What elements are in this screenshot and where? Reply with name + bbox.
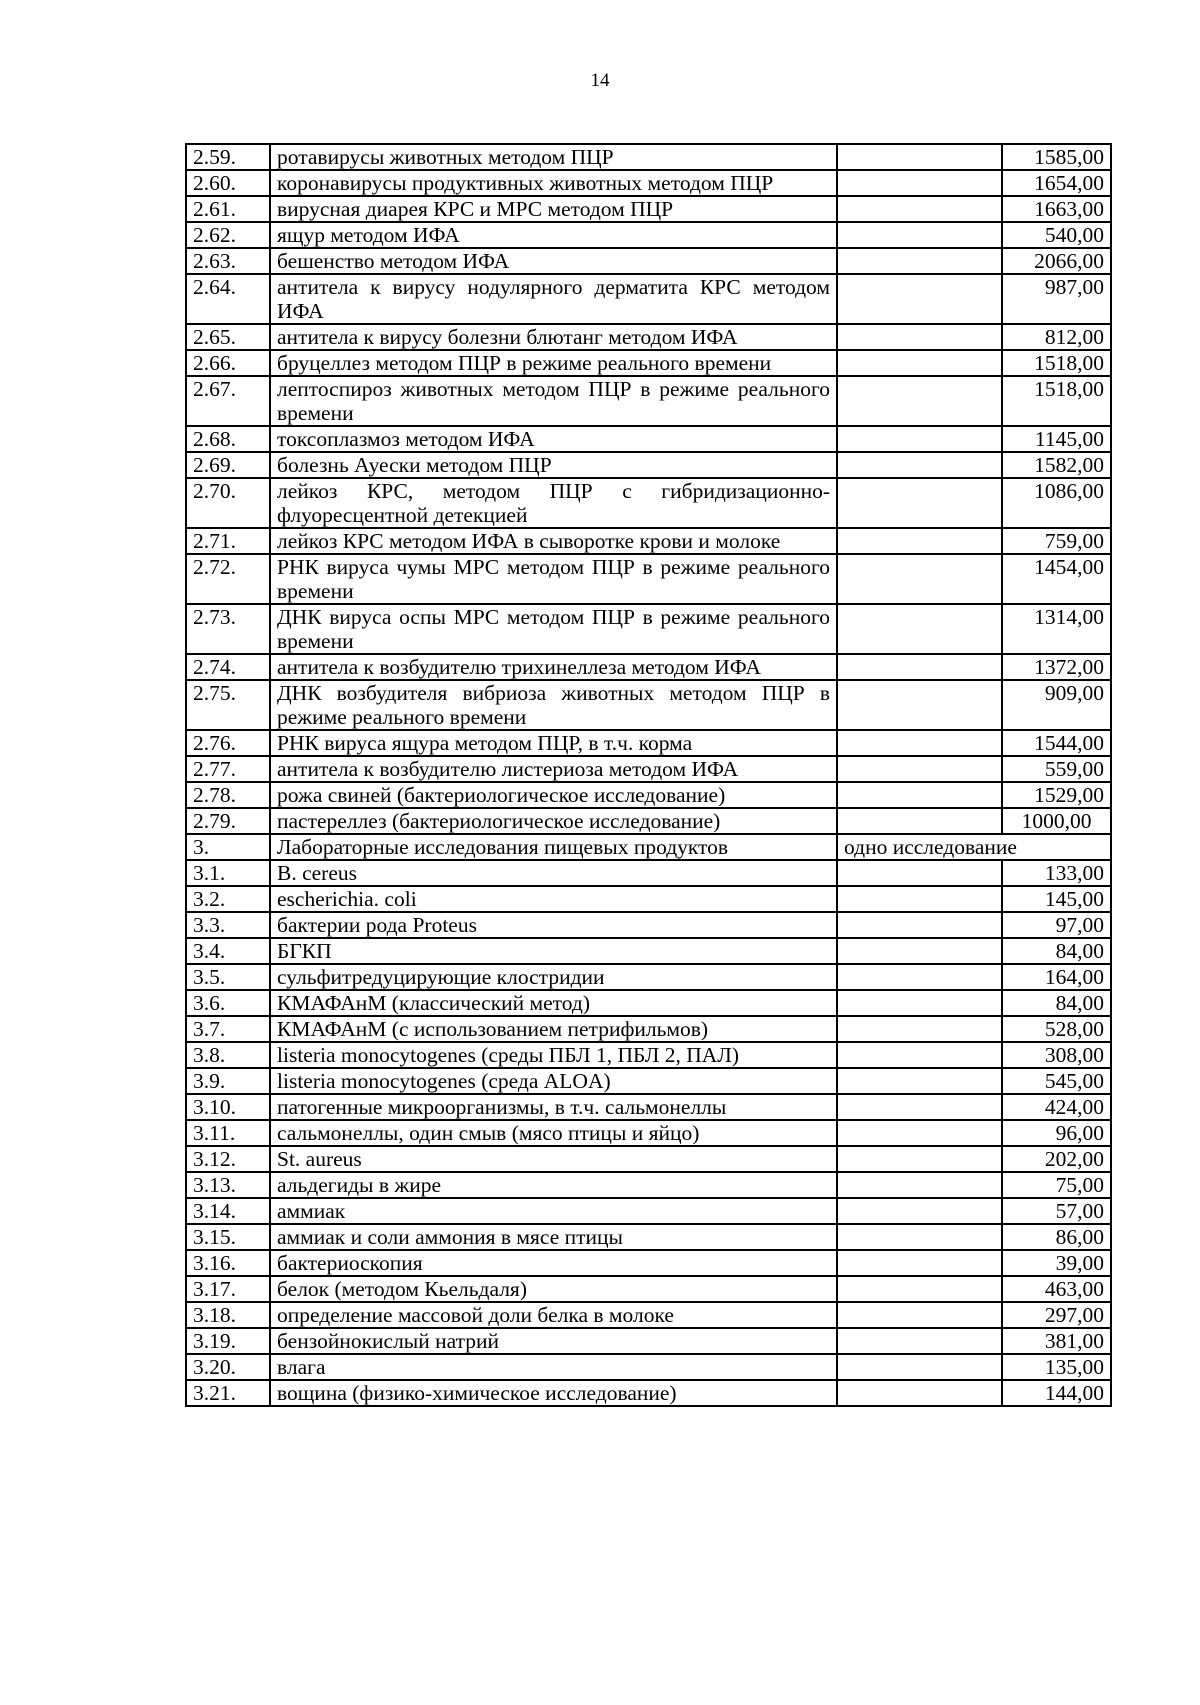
row-unit	[837, 196, 1002, 222]
row-price: 84,00	[1002, 990, 1111, 1016]
row-name: лептоспироз животных методом ПЦР в режиме реального времени	[270, 376, 837, 426]
row-number: 3.13.	[186, 1172, 270, 1198]
table-row	[186, 912, 1111, 938]
row-name: ДНК вируса оспы МРС методом ПЦР в режиме реального времени	[270, 604, 837, 654]
table-row	[186, 196, 1111, 222]
row-price: 1314,00	[1002, 604, 1111, 654]
row-unit	[837, 1042, 1002, 1068]
row-unit	[837, 782, 1002, 808]
row-price: 1654,00	[1002, 170, 1111, 196]
row-price: 164,00	[1002, 964, 1111, 990]
row-price: 96,00	[1002, 1120, 1111, 1146]
row-number: 3.3.	[186, 912, 270, 938]
row-number: 3.8.	[186, 1042, 270, 1068]
table-row	[186, 730, 1111, 756]
row-price: 57,00	[1002, 1198, 1111, 1224]
row-price: 1663,00	[1002, 196, 1111, 222]
row-unit	[837, 1276, 1002, 1302]
table-row	[186, 654, 1111, 680]
table-row	[186, 478, 1111, 528]
table-row	[186, 1068, 1111, 1094]
row-unit	[837, 478, 1002, 528]
table-row	[186, 248, 1111, 274]
row-name: St. aureus	[270, 1146, 837, 1172]
row-unit	[837, 990, 1002, 1016]
row-unit	[837, 1016, 1002, 1042]
row-number: 2.66.	[186, 350, 270, 376]
row-number: 2.76.	[186, 730, 270, 756]
row-number: 2.69.	[186, 452, 270, 478]
table-body-section-2	[186, 144, 1111, 834]
row-number: 3.1.	[186, 860, 270, 886]
row-unit	[837, 554, 1002, 604]
row-unit	[837, 1172, 1002, 1198]
row-name: лейкоз КРС, методом ПЦР с гибридизационно-флуоресцентной детекцией	[270, 478, 837, 528]
row-price: 75,00	[1002, 1172, 1111, 1198]
row-unit	[837, 1328, 1002, 1354]
row-name: escherichia. coli	[270, 886, 837, 912]
row-number: 3.6.	[186, 990, 270, 1016]
row-number: 2.77.	[186, 756, 270, 782]
row-price: 1086,00	[1002, 478, 1111, 528]
row-unit	[837, 1354, 1002, 1380]
row-unit	[837, 528, 1002, 554]
row-price: 1582,00	[1002, 452, 1111, 478]
table-row	[186, 274, 1111, 324]
row-number: 2.70.	[186, 478, 270, 528]
row-price: 424,00	[1002, 1094, 1111, 1120]
row-unit	[837, 1380, 1002, 1406]
row-unit	[837, 680, 1002, 730]
row-name: антитела к возбудителю листериоза методом ИФА	[270, 756, 837, 782]
table-row	[186, 350, 1111, 376]
row-name: белок (методом Кьельдаля)	[270, 1276, 837, 1302]
row-unit	[837, 964, 1002, 990]
section-title: Лабораторные исследования пищевых продуктов	[270, 834, 837, 860]
row-price: 1145,00	[1002, 426, 1111, 452]
row-number: 2.61.	[186, 196, 270, 222]
row-unit	[837, 1068, 1002, 1094]
row-unit	[837, 1250, 1002, 1276]
section-header-row	[186, 834, 1111, 860]
row-number: 3.16.	[186, 1250, 270, 1276]
row-name: бруцеллез методом ПЦР в режиме реального времени	[270, 350, 837, 376]
row-price: 1454,00	[1002, 554, 1111, 604]
row-name: ящур методом ИФА	[270, 222, 837, 248]
row-number: 3.20.	[186, 1354, 270, 1380]
row-name: ДНК возбудителя вибриоза животных методом ПЦР в режиме реального времени	[270, 680, 837, 730]
table-row	[186, 1198, 1111, 1224]
row-number: 2.71.	[186, 528, 270, 554]
row-unit	[837, 1146, 1002, 1172]
row-unit	[837, 886, 1002, 912]
row-price: 1518,00	[1002, 350, 1111, 376]
row-number: 3.10.	[186, 1094, 270, 1120]
row-number: 3.12.	[186, 1146, 270, 1172]
row-name: альдегиды в жире	[270, 1172, 837, 1198]
row-number: 2.60.	[186, 170, 270, 196]
table-row	[186, 1016, 1111, 1042]
row-number: 3.4.	[186, 938, 270, 964]
row-name: антитела к возбудителю трихинеллеза методом ИФА	[270, 654, 837, 680]
row-name: ротавирусы животных методом ПЦР	[270, 144, 837, 170]
row-price: 1585,00	[1002, 144, 1111, 170]
row-unit	[837, 274, 1002, 324]
table-row	[186, 860, 1111, 886]
table-row	[186, 938, 1111, 964]
table-row	[186, 1042, 1111, 1068]
row-price: 1529,00	[1002, 782, 1111, 808]
row-price: 909,00	[1002, 680, 1111, 730]
row-price: 987,00	[1002, 274, 1111, 324]
section-unit: одно исследование	[837, 834, 1111, 860]
table-row	[186, 1250, 1111, 1276]
row-unit	[837, 1094, 1002, 1120]
row-name: патогенные микроорганизмы, в т.ч. сальмонеллы	[270, 1094, 837, 1120]
row-price: 145,00	[1002, 886, 1111, 912]
row-name: listeria monocytogenes (среды ПБЛ 1, ПБЛ 2, ПАЛ)	[270, 1042, 837, 1068]
row-number: 2.75.	[186, 680, 270, 730]
row-name: пастереллез (бактериологическое исследование)	[270, 808, 837, 834]
table-row	[186, 1224, 1111, 1250]
row-number: 3.15.	[186, 1224, 270, 1250]
row-number: 3.21.	[186, 1380, 270, 1406]
row-unit	[837, 808, 1002, 834]
table-row	[186, 1094, 1111, 1120]
row-number: 2.68.	[186, 426, 270, 452]
row-name: сульфитредуцирующие клостридии	[270, 964, 837, 990]
row-price: 1544,00	[1002, 730, 1111, 756]
row-number: 3.11.	[186, 1120, 270, 1146]
row-name: БГКП	[270, 938, 837, 964]
row-name: B. cereus	[270, 860, 837, 886]
row-name: антитела к вирусу нодулярного дерматита КРС методом ИФА	[270, 274, 837, 324]
row-price: 1518,00	[1002, 376, 1111, 426]
row-price: 84,00	[1002, 938, 1111, 964]
row-name: определение массовой доли белка в молоке	[270, 1302, 837, 1328]
row-price: 97,00	[1002, 912, 1111, 938]
row-number: 3.5.	[186, 964, 270, 990]
row-name: РНК вируса чумы МРС методом ПЦР в режиме реального времени	[270, 554, 837, 604]
row-name: бактериоскопия	[270, 1250, 837, 1276]
page-number: 14	[590, 70, 610, 91]
table-body-section-3	[186, 860, 1111, 1406]
row-number: 2.72.	[186, 554, 270, 604]
row-name: аммиак	[270, 1198, 837, 1224]
row-unit	[837, 654, 1002, 680]
row-unit	[837, 860, 1002, 886]
row-price: 540,00	[1002, 222, 1111, 248]
row-unit	[837, 1120, 1002, 1146]
row-number: 3.7.	[186, 1016, 270, 1042]
row-name: токсоплазмоз методом ИФА	[270, 426, 837, 452]
table-section-header	[186, 834, 1111, 860]
row-price: 1000,00	[1002, 808, 1111, 834]
table-row	[186, 324, 1111, 350]
row-price: 133,00	[1002, 860, 1111, 886]
table-row	[186, 808, 1111, 834]
row-unit	[837, 144, 1002, 170]
row-unit	[837, 350, 1002, 376]
row-price: 463,00	[1002, 1276, 1111, 1302]
row-name: бактерии рода Proteus	[270, 912, 837, 938]
row-unit	[837, 730, 1002, 756]
table-row	[186, 1302, 1111, 1328]
row-unit	[837, 376, 1002, 426]
row-name: вирусная диарея КРС и МРС методом ПЦР	[270, 196, 837, 222]
row-number: 3.18.	[186, 1302, 270, 1328]
table-row	[186, 1328, 1111, 1354]
row-number: 3.19.	[186, 1328, 270, 1354]
row-unit	[837, 604, 1002, 654]
table-row	[186, 554, 1111, 604]
table-row	[186, 782, 1111, 808]
row-number: 2.78.	[186, 782, 270, 808]
table-row	[186, 964, 1111, 990]
row-unit	[837, 756, 1002, 782]
table-row	[186, 170, 1111, 196]
table-row	[186, 756, 1111, 782]
row-name: КМАФАнМ (классический метод)	[270, 990, 837, 1016]
row-unit	[837, 222, 1002, 248]
row-price: 528,00	[1002, 1016, 1111, 1042]
row-name: бешенство методом ИФА	[270, 248, 837, 274]
table-row	[186, 680, 1111, 730]
row-unit	[837, 426, 1002, 452]
row-price: 297,00	[1002, 1302, 1111, 1328]
row-price: 1372,00	[1002, 654, 1111, 680]
row-number: 2.73.	[186, 604, 270, 654]
row-price: 135,00	[1002, 1354, 1111, 1380]
table-row	[186, 1172, 1111, 1198]
table-row	[186, 1120, 1111, 1146]
table-row	[186, 990, 1111, 1016]
row-unit	[837, 1224, 1002, 1250]
row-name: антитела к вирусу болезни блютанг методом ИФА	[270, 324, 837, 350]
row-number: 2.63.	[186, 248, 270, 274]
row-price: 39,00	[1002, 1250, 1111, 1276]
row-name: вощина (физико-химическое исследование)	[270, 1380, 837, 1406]
row-unit	[837, 170, 1002, 196]
row-number: 2.65.	[186, 324, 270, 350]
table-row	[186, 222, 1111, 248]
row-number: 2.79.	[186, 808, 270, 834]
row-price: 144,00	[1002, 1380, 1111, 1406]
row-name: болезнь Ауески методом ПЦР	[270, 452, 837, 478]
row-price: 381,00	[1002, 1328, 1111, 1354]
row-number: 3.14.	[186, 1198, 270, 1224]
row-number: 3.17.	[186, 1276, 270, 1302]
table-row	[186, 376, 1111, 426]
row-price: 812,00	[1002, 324, 1111, 350]
row-unit	[837, 248, 1002, 274]
row-name: влага	[270, 1354, 837, 1380]
table-row	[186, 426, 1111, 452]
price-table	[185, 143, 1112, 1407]
row-price: 759,00	[1002, 528, 1111, 554]
row-name: лейкоз КРС методом ИФА в сыворотке крови и молоке	[270, 528, 837, 554]
section-number: 3.	[186, 834, 270, 860]
row-price: 308,00	[1002, 1042, 1111, 1068]
row-unit	[837, 452, 1002, 478]
row-name: сальмонеллы, один смыв (мясо птицы и яйцо)	[270, 1120, 837, 1146]
row-number: 2.67.	[186, 376, 270, 426]
row-number: 2.74.	[186, 654, 270, 680]
row-price: 202,00	[1002, 1146, 1111, 1172]
row-unit	[837, 1302, 1002, 1328]
row-price: 545,00	[1002, 1068, 1111, 1094]
table-row	[186, 1354, 1111, 1380]
row-number: 3.2.	[186, 886, 270, 912]
row-number: 3.9.	[186, 1068, 270, 1094]
row-name: коронавирусы продуктивных животных методом ПЦР	[270, 170, 837, 196]
row-number: 2.64.	[186, 274, 270, 324]
row-price: 2066,00	[1002, 248, 1111, 274]
row-unit	[837, 912, 1002, 938]
table-row	[186, 1146, 1111, 1172]
table-row	[186, 452, 1111, 478]
table-row	[186, 1276, 1111, 1302]
table-row	[186, 604, 1111, 654]
table-row	[186, 1380, 1111, 1406]
row-name: аммиак и соли аммония в мясе птицы	[270, 1224, 837, 1250]
row-price: 86,00	[1002, 1224, 1111, 1250]
row-name: РНК вируса ящура методом ПЦР, в т.ч. корма	[270, 730, 837, 756]
row-name: listeria monocytogenes (среда ALOA)	[270, 1068, 837, 1094]
row-number: 2.62.	[186, 222, 270, 248]
table-row	[186, 886, 1111, 912]
row-unit	[837, 938, 1002, 964]
row-price: 559,00	[1002, 756, 1111, 782]
row-name: КМАФАнМ (с использованием петрифильмов)	[270, 1016, 837, 1042]
table-row	[186, 144, 1111, 170]
row-name: бензойнокислый натрий	[270, 1328, 837, 1354]
row-unit	[837, 1198, 1002, 1224]
table-row	[186, 528, 1111, 554]
row-number: 2.59.	[186, 144, 270, 170]
row-unit	[837, 324, 1002, 350]
row-name: рожа свиней (бактериологическое исследование)	[270, 782, 837, 808]
